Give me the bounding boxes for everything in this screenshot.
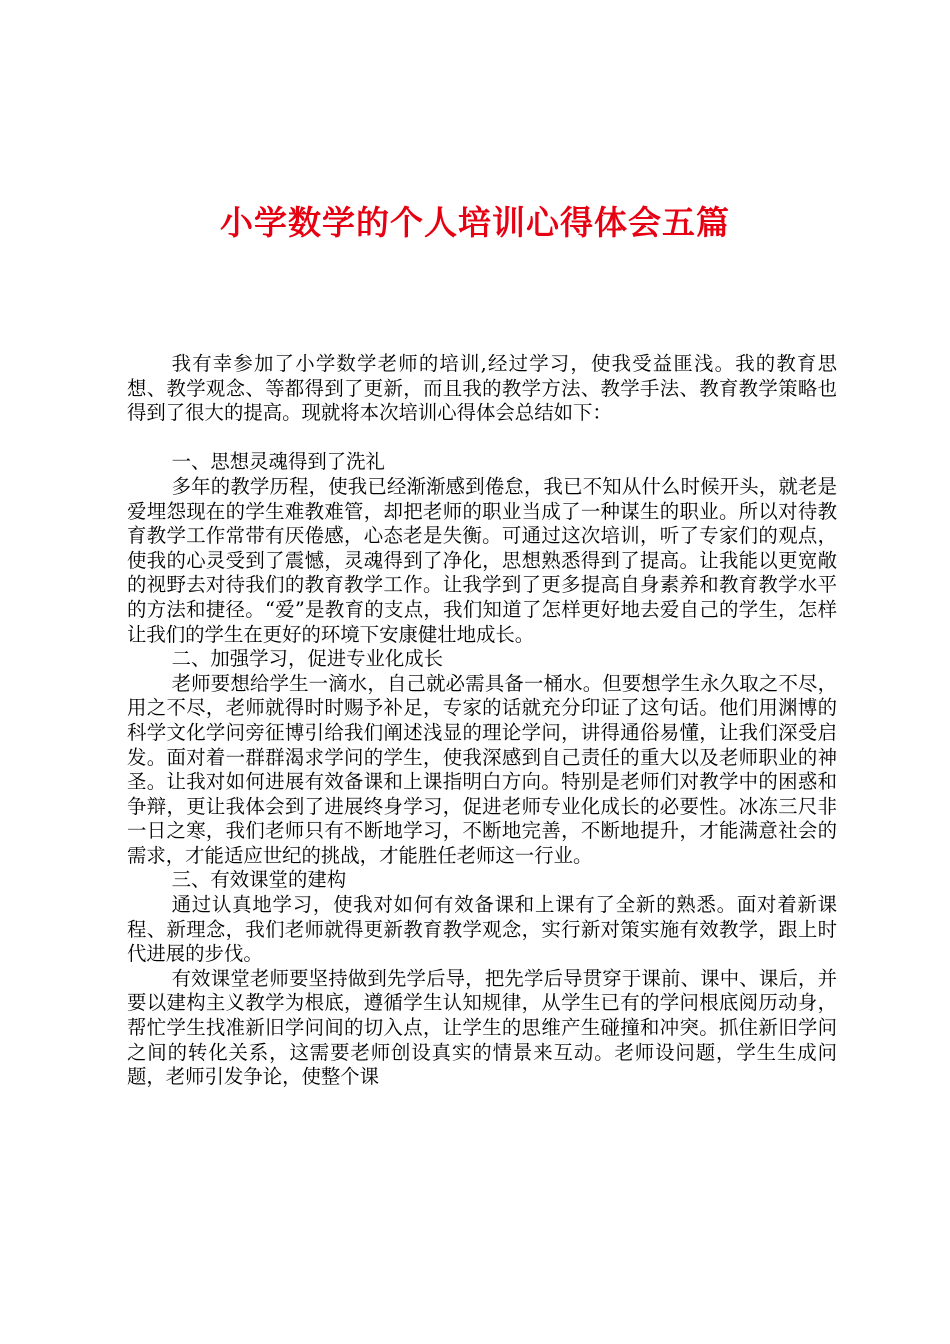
section-1-paragraph-1: 多年的教学历程，使我已经渐渐感到倦怠，我已不知从什么时候开头，就老是爱埋怨现在的学生难教难管，却把老师的职业当成了一种谋生的职业。所以对待教育教学工作常带有厌倦感，心态老是失衡。可通过这次培训，听了专家们的观点，使我的心灵受到了震憾，灵魂得到了净化，思想熟悉得到了提高。让我能以更宽敞的视野去对待我们的教育教学工作。让我学到了更多提高自身素养和教育教学水平的方法和捷径。“爱”是教育的支点，我们知道了怎样更好地去爱自己的学生，怎样让我们的学生在更好的环境下安康健壮地成长。 xyxy=(127,474,837,646)
section-3-paragraph-2: 有效课堂老师要坚持做到先学后导，把先学后导贯穿于课前、课中、课后，并要以建构主义教学为根底，遵循学生认知规律，从学生已有的学问根底阅历动身，帮忙学生找准新旧学问间的切入点，让学生的思维产生碰撞和冲突。抓住新旧学问之间的转化关系，这需要老师创设真实的情景来互动。老师设问题，学生生成问题，老师引发争论，使整个课 xyxy=(127,966,837,1089)
document-title: 小学数学的个人培训心得体会五篇 xyxy=(220,203,730,242)
document-body xyxy=(127,352,837,1090)
section-3-paragraph-1: 通过认真地学习，使我对如何有效备课和上课有了全新的熟悉。面对着新课程、新理念，我们老师就得更新教育教学观念，实行新对策实施有效教学，跟上时代进展的步伐。 xyxy=(127,893,837,966)
section-heading-1: 一、思想灵魂得到了洗礼 xyxy=(171,450,385,474)
intro-paragraph: 我有幸参加了小学数学老师的培训,经过学习，使我受益匪浅。我的教育思想、教学观念、等都得到了更新，而且我的教学方法、教学手法、教育教学策略也得到了很大的提高。现就将本次培训心得体会总结如下： xyxy=(127,352,837,425)
section-2-paragraph-1: 老师要想给学生一滴水，自己就必需具备一桶水。但要想学生永久取之不尽，用之不尽，老师就得时时赐予补足，专家的话就充分印证了这句话。他们用渊博的科学文化学问旁征博引给我们阐述浅显的理论学问，讲得通俗易懂，让我们深受启发。面对着一群群渴求学问的学生，使我深感到自己责任的重大以及老师职业的神圣。让我对如何进展有效备课和上课指明白方向。特别是老师们对教学中的困惑和争辩，更让我体会到了进展终身学习，促进老师专业化成长的必要性。冰冻三尺非一日之寒，我们老师只有不断地学习，不断地完善，不断地提升，才能满意社会的需求，才能适应世纪的挑战，才能胜任老师这一行业。 xyxy=(127,671,837,867)
section-heading-3: 三、有效课堂的建构 xyxy=(171,868,347,892)
section-heading-2: 二、加强学习，促进专业化成长 xyxy=(171,647,444,671)
paragraph-gap xyxy=(127,426,837,451)
